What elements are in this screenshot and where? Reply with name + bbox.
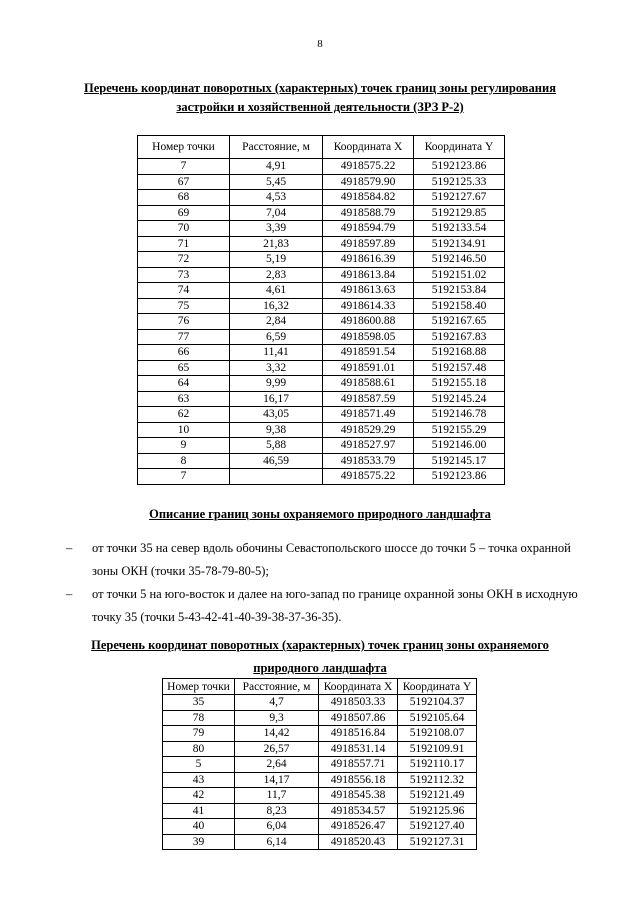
table-cell: 78 — [163, 710, 235, 726]
table-cell: 5192153.84 — [414, 283, 505, 299]
table-cell: 43 — [163, 772, 235, 788]
table-row — [138, 205, 505, 221]
table-header-row — [163, 679, 477, 695]
table-cell: 65 — [138, 360, 230, 376]
table-cell: 4918613.84 — [323, 267, 414, 283]
table-cell: 40 — [163, 819, 235, 835]
table-cell: 5192123.86 — [414, 469, 505, 485]
table-row — [138, 422, 505, 438]
table-cell: 7,04 — [230, 205, 323, 221]
table-row — [163, 710, 477, 726]
table-cell: 5192127.67 — [414, 190, 505, 206]
table-cell: 66 — [138, 345, 230, 361]
table-cell: 5192121.49 — [398, 788, 477, 804]
table-cell: 4918588.61 — [323, 376, 414, 392]
table-cell: 5192125.33 — [414, 174, 505, 190]
table-cell: 4918588.79 — [323, 205, 414, 221]
table-cell: 7 — [138, 469, 230, 485]
table-cell: 62 — [138, 407, 230, 423]
table-cell: 10 — [138, 422, 230, 438]
table-row — [138, 453, 505, 469]
list-item — [0, 583, 640, 629]
table-cell: 4918526.47 — [319, 819, 398, 835]
table-cell: 9 — [138, 438, 230, 454]
table-cell: 4918575.22 — [323, 469, 414, 485]
table-cell: 4918503.33 — [319, 695, 398, 711]
table-row — [138, 329, 505, 345]
table-cell: 5192127.40 — [398, 819, 477, 835]
table-cell: 5192157.48 — [414, 360, 505, 376]
table-cell: 67 — [138, 174, 230, 190]
table-cell: 9,99 — [230, 376, 323, 392]
table-cell: 4918579.90 — [323, 174, 414, 190]
table-cell: 43,05 — [230, 407, 323, 423]
column-header: Координата X — [323, 136, 414, 159]
table-cell: 79 — [163, 726, 235, 742]
table-row — [163, 726, 477, 742]
table-cell: 4918591.01 — [323, 360, 414, 376]
table-cell: 4918575.22 — [323, 159, 414, 175]
table-cell: 42 — [163, 788, 235, 804]
table-cell: 16,32 — [230, 298, 323, 314]
table-cell: 11,7 — [235, 788, 319, 804]
table-cell: 4918613.63 — [323, 283, 414, 299]
table-cell: 2,83 — [230, 267, 323, 283]
table-cell: 5192158.40 — [414, 298, 505, 314]
table-cell: 26,57 — [235, 741, 319, 757]
table-cell: 73 — [138, 267, 230, 283]
table-cell: 4,61 — [230, 283, 323, 299]
table-cell: 5192129.85 — [414, 205, 505, 221]
table-row — [138, 298, 505, 314]
table-cell: 11,41 — [230, 345, 323, 361]
table-cell: 5192155.29 — [414, 422, 505, 438]
table-cell: 4918614.33 — [323, 298, 414, 314]
table-row — [138, 252, 505, 268]
table-cell: 4918591.54 — [323, 345, 414, 361]
table-cell: 46,59 — [230, 453, 323, 469]
coordinates-table-zrz — [137, 135, 505, 485]
table-cell: 5192105.64 — [398, 710, 477, 726]
table-row — [163, 741, 477, 757]
table-cell: 4918587.59 — [323, 391, 414, 407]
table-cell: 4918556.18 — [319, 772, 398, 788]
table-cell: 9,38 — [230, 422, 323, 438]
table-cell: 7 — [138, 159, 230, 175]
table-cell: 41 — [163, 803, 235, 819]
table-row — [138, 174, 505, 190]
description-title: Описание границ зоны охраняемого природного ландшафта — [149, 507, 491, 521]
table-cell: 4918527.97 — [323, 438, 414, 454]
table-cell: 3,32 — [230, 360, 323, 376]
table-cell: 4918571.49 — [323, 407, 414, 423]
table-cell: 35 — [163, 695, 235, 711]
table-cell: 5192146.50 — [414, 252, 505, 268]
table-cell: 5192146.78 — [414, 407, 505, 423]
table-cell: 5192155.18 — [414, 376, 505, 392]
table-row — [138, 267, 505, 283]
table-cell: 4918545.38 — [319, 788, 398, 804]
table1-title: Перечень координат поворотных (характерных) точек границ зоны регулирования застройки и хозяйственной деятельности (ЗРЗ Р-2) — [84, 81, 556, 114]
table-cell: 5192108.07 — [398, 726, 477, 742]
table-cell: 5192104.37 — [398, 695, 477, 711]
table-row — [138, 221, 505, 237]
table-cell: 4918597.89 — [323, 236, 414, 252]
table-row — [138, 236, 505, 252]
table-row — [138, 345, 505, 361]
table-row — [138, 391, 505, 407]
table-row — [138, 314, 505, 330]
table-cell: 4918594.79 — [323, 221, 414, 237]
table-cell: 4,7 — [235, 695, 319, 711]
table-row — [163, 819, 477, 835]
table2-title: Перечень координат поворотных (характерных) точек границ зоны охраняемого природного ландшафта — [91, 638, 549, 675]
coordinates-table-landscape — [162, 678, 477, 850]
table-cell: 5192167.65 — [414, 314, 505, 330]
table-cell: 5192167.83 — [414, 329, 505, 345]
table-row — [163, 834, 477, 850]
table-cell: 4,53 — [230, 190, 323, 206]
table-row — [163, 788, 477, 804]
table-cell: 5192125.96 — [398, 803, 477, 819]
table-cell: 5192145.24 — [414, 391, 505, 407]
table-cell: 39 — [163, 834, 235, 850]
table-cell: 6,14 — [235, 834, 319, 850]
table-cell: 76 — [138, 314, 230, 330]
table-cell: 8,23 — [235, 803, 319, 819]
column-header: Номер точки — [138, 136, 230, 159]
column-header: Расстояние, м — [230, 136, 323, 159]
table-row — [163, 757, 477, 773]
table-cell: 9,3 — [235, 710, 319, 726]
table-cell: 5192110.17 — [398, 757, 477, 773]
table-row — [138, 407, 505, 423]
table-row — [138, 376, 505, 392]
table-cell: 68 — [138, 190, 230, 206]
table-cell: 4918600.88 — [323, 314, 414, 330]
table-cell: 71 — [138, 236, 230, 252]
table-cell: 5192112.32 — [398, 772, 477, 788]
bullet-dash: – — [66, 587, 73, 601]
table-header-row — [138, 136, 505, 159]
table-cell: 4918529.29 — [323, 422, 414, 438]
list-item-text: от точки 5 на юго-восток и далее на юго-запад по границе охранной зоны ОКН в исходную точку 35 (точки 5-43-42-41-40-39-38-37-36-35). — [92, 587, 578, 624]
table-cell: 64 — [138, 376, 230, 392]
table-cell: 70 — [138, 221, 230, 237]
table-cell: 4918584.82 — [323, 190, 414, 206]
table-cell: 6,59 — [230, 329, 323, 345]
table-cell: 5192151.02 — [414, 267, 505, 283]
table-cell: 5 — [163, 757, 235, 773]
table-cell: 4918616.39 — [323, 252, 414, 268]
table-cell: 5192134.91 — [414, 236, 505, 252]
table-cell: 74 — [138, 283, 230, 299]
table-cell: 75 — [138, 298, 230, 314]
table-cell — [230, 469, 323, 485]
table-cell: 77 — [138, 329, 230, 345]
table-row — [138, 283, 505, 299]
bullet-dash: – — [66, 541, 73, 555]
table-cell: 21,83 — [230, 236, 323, 252]
table-cell: 5,45 — [230, 174, 323, 190]
table-cell: 5192127.31 — [398, 834, 477, 850]
table-cell: 5192145.17 — [414, 453, 505, 469]
table-cell: 6,04 — [235, 819, 319, 835]
table-cell: 4918557.71 — [319, 757, 398, 773]
table-row — [163, 803, 477, 819]
description-list — [0, 537, 640, 629]
table-cell: 4918598.05 — [323, 329, 414, 345]
table-cell: 4918533.79 — [323, 453, 414, 469]
table-cell: 5,19 — [230, 252, 323, 268]
column-header: Координата X — [319, 679, 398, 695]
table-cell: 2,64 — [235, 757, 319, 773]
table-row — [138, 190, 505, 206]
table-row — [163, 695, 477, 711]
table-cell: 5192123.86 — [414, 159, 505, 175]
table-row — [138, 469, 505, 485]
table-row — [138, 438, 505, 454]
list-item-text: от точки 35 на север вдоль обочины Севастопольского шоссе до точки 5 – точка охранной зоны ОКН (точки 35-78-79-80-5); — [92, 541, 571, 578]
table-cell: 14,17 — [235, 772, 319, 788]
table-cell: 14,42 — [235, 726, 319, 742]
table-cell: 80 — [163, 741, 235, 757]
table-row — [163, 772, 477, 788]
table-cell: 63 — [138, 391, 230, 407]
column-header: Номер точки — [163, 679, 235, 695]
table-cell: 4918516.84 — [319, 726, 398, 742]
table-cell: 69 — [138, 205, 230, 221]
table-cell: 4918520.43 — [319, 834, 398, 850]
column-header: Координата Y — [414, 136, 505, 159]
table-row — [138, 159, 505, 175]
table-cell: 4918534.57 — [319, 803, 398, 819]
table-cell: 72 — [138, 252, 230, 268]
table-cell: 4918507.86 — [319, 710, 398, 726]
table-cell: 5192133.54 — [414, 221, 505, 237]
table-cell: 5192146.00 — [414, 438, 505, 454]
table-cell: 2,84 — [230, 314, 323, 330]
table-cell: 5192109.91 — [398, 741, 477, 757]
column-header: Расстояние, м — [235, 679, 319, 695]
table-cell: 4,91 — [230, 159, 323, 175]
table-cell: 5,88 — [230, 438, 323, 454]
column-header: Координата Y — [398, 679, 477, 695]
table-row — [138, 360, 505, 376]
table-cell: 4918531.14 — [319, 741, 398, 757]
table-cell: 8 — [138, 453, 230, 469]
table-cell: 3,39 — [230, 221, 323, 237]
page-number: 8 — [317, 38, 323, 50]
list-item — [0, 537, 640, 583]
table-cell: 5192168.88 — [414, 345, 505, 361]
table-cell: 16,17 — [230, 391, 323, 407]
